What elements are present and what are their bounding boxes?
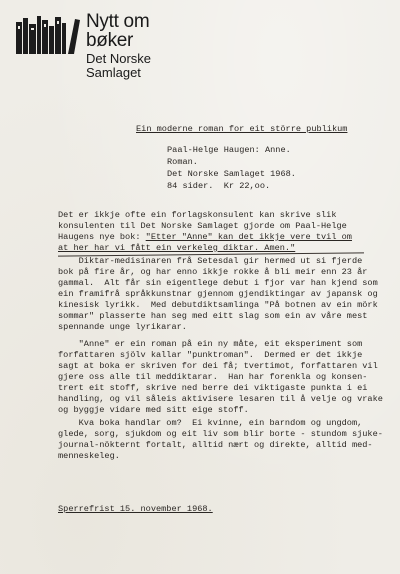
bibliography-line: Roman. bbox=[167, 157, 198, 167]
article-heading: Ein moderne roman for eit större publikum bbox=[136, 124, 348, 134]
text-line: kinesisk lyrikk. Med debutdiktsamlinga "På botnen av ein mörk bbox=[58, 300, 378, 310]
text-line: sommar" plasserte han seg med eitt slag som ein av våre mest bbox=[58, 311, 368, 321]
underlined-quote: at her har vi fått ein verkeleg diktar. Amen." bbox=[58, 243, 296, 253]
text-line: menneskeleg. bbox=[58, 451, 120, 461]
text-segment: Haugens nye bok: bbox=[58, 232, 146, 242]
text-line: handling, og vil såleis aktivisere lesaren til å velje og vrake bbox=[58, 394, 383, 404]
brand-line-1: Nytt om bbox=[86, 11, 150, 32]
bibliography-line: 84 sider. Kr 22,oo. bbox=[167, 181, 271, 191]
brand-title bbox=[86, 12, 151, 80]
text-line: forfattaren sjölv kallar "punktroman". Dermed er det ikkje bbox=[58, 350, 363, 360]
text-line: og byggje vidare med sitt eige stoff. bbox=[58, 405, 249, 415]
text-line: journal-nökternt fortalt, alltid nært og direkte, alltid med- bbox=[58, 440, 373, 450]
books-logo-icon bbox=[16, 14, 82, 54]
text-line: Kva boka handlar om? Ei kvinne, ein barndom og ungdom, bbox=[58, 418, 363, 428]
brand-line-4: Samlaget bbox=[86, 65, 141, 80]
underlined-quote: "Etter "Anne" kan det ikkje vere tvil om bbox=[145, 232, 352, 242]
text-line: Diktar-medisinaren frå Setesdal gir hermed ut si fjerde bbox=[58, 256, 363, 266]
text-line bbox=[58, 232, 352, 243]
text-line: spennande unge lyrikarar. bbox=[58, 322, 187, 332]
bibliography-line: Det Norske Samlaget 1968. bbox=[167, 169, 296, 179]
bibliography-line: Paal-Helge Haugen: Anne. bbox=[167, 145, 291, 155]
text-line: konsulenten til Det Norske Samlaget gjorde om Paal-Helge bbox=[58, 221, 347, 231]
text-line: sagt at boka er skriven for dei få; tvertimot, forfattaren vil bbox=[58, 361, 378, 371]
brand-line-3: Det Norske bbox=[86, 51, 152, 66]
brand-line-2: bøker bbox=[86, 30, 134, 51]
embargo-date: Sperrefrist 15. november 1968. bbox=[58, 504, 213, 514]
text-line: gammal. Alt får sin eigentlege debut i fjor var han kjend som bbox=[58, 278, 378, 288]
text-line: "Anne" er ein roman på ein ny måte, eit eksperiment som bbox=[58, 339, 363, 349]
text-line: ein framifrå språkkunstnar gjennom gjendiktingar av japansk og bbox=[58, 289, 378, 299]
text-line: glede, sorg, sjukdom og eit liv som blir borte - stundom sjuke- bbox=[58, 429, 383, 439]
text-line: trert eit stoff, skrive ned berre dei viktigaste punkta i ei bbox=[58, 383, 368, 393]
text-line: gjere oss alle til meddiktarar. Han har forenkla og konsen- bbox=[58, 372, 368, 382]
text-line: Det er ikkje ofte ein forlagskonsulent kan skrive slik bbox=[58, 210, 337, 220]
text-line: bok på fire år, og har enno ikkje rokke å bli meir enn 23 år bbox=[58, 267, 368, 277]
